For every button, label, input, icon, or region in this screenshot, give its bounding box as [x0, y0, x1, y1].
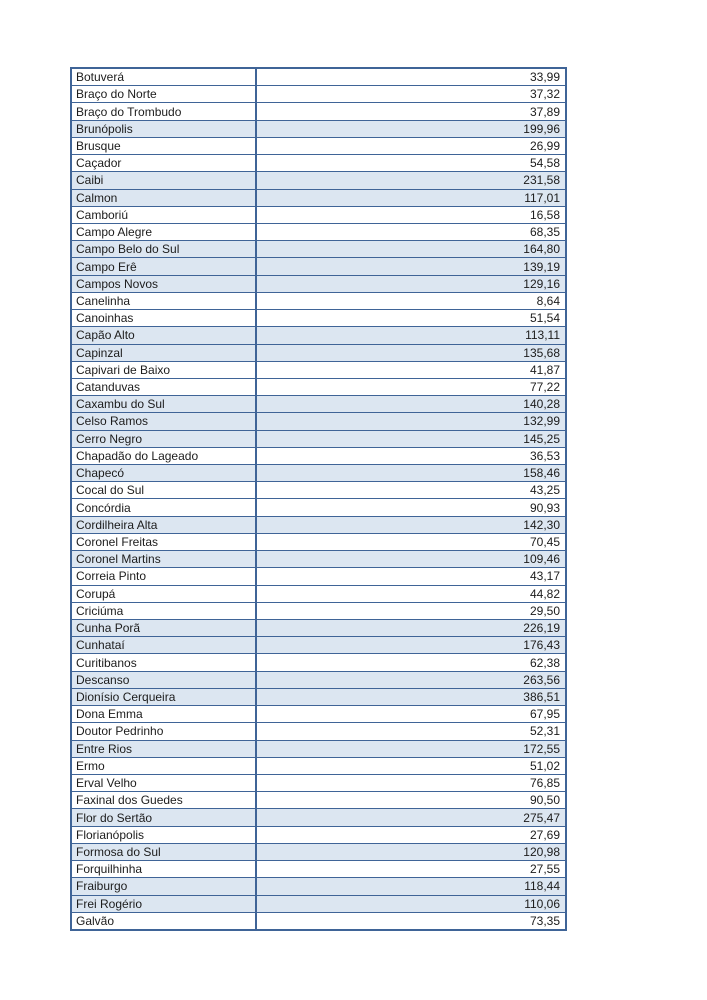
table-row: [72, 653, 565, 670]
table-row: [72, 602, 565, 619]
value-cell: 118,44: [524, 879, 560, 894]
table-row: [72, 619, 565, 636]
table-row: [72, 757, 565, 774]
municipality-name-cell: Calmon: [72, 190, 257, 206]
value-cell: 51,02: [529, 758, 560, 773]
municipality-name-cell: Cordilheira Alta: [72, 517, 257, 533]
municipality-table: [70, 67, 567, 931]
value-cell: 199,96: [523, 121, 560, 136]
value-cell: 275,47: [523, 810, 560, 825]
table-row: [72, 120, 565, 137]
municipality-name-cell: Cocal do Sul: [72, 482, 257, 498]
municipality-name-cell: Capinzal: [72, 345, 257, 361]
municipality-name-cell: Caibi: [72, 172, 257, 188]
value-cell: 41,87: [529, 362, 560, 377]
value-cell: 145,25: [523, 431, 560, 446]
table-row: [72, 154, 565, 171]
municipality-name-cell: Fraiburgo: [72, 878, 257, 894]
value-cell: 109,46: [523, 552, 560, 567]
municipality-name-cell: Brunópolis: [72, 121, 257, 137]
table-row: [72, 102, 565, 119]
table-row: [72, 309, 565, 326]
value-cell: 142,30: [523, 517, 560, 532]
municipality-name-cell: Dionísio Cerqueira: [72, 689, 257, 705]
table-row: [72, 774, 565, 791]
table-row: [72, 275, 565, 292]
municipality-name-cell: Brusque: [72, 138, 257, 154]
table-row: [72, 257, 565, 274]
table-row: [72, 412, 565, 429]
value-cell: 158,46: [523, 466, 560, 481]
municipality-name-cell: Campo Erê: [72, 258, 257, 274]
table-row: [72, 498, 565, 515]
municipality-name-cell: Corupá: [72, 586, 257, 602]
value-cell: 43,17: [529, 569, 560, 584]
value-cell: 73,35: [529, 913, 560, 928]
value-cell: 231,58: [523, 173, 560, 188]
municipality-name-cell: Erval Velho: [72, 775, 257, 791]
municipality-name-cell: Dona Emma: [72, 706, 257, 722]
municipality-name-cell: Frei Rogério: [72, 896, 257, 912]
table-row: [72, 481, 565, 498]
table-row: [72, 240, 565, 257]
table-row: [72, 395, 565, 412]
municipality-name-cell: Entre Rios: [72, 741, 257, 757]
municipality-name-cell: Caçador: [72, 155, 257, 171]
value-cell: 164,80: [523, 242, 560, 257]
value-cell: 113,11: [525, 328, 560, 343]
table-row: [72, 895, 565, 912]
municipality-name-cell: Ermo: [72, 758, 257, 774]
municipality-name-cell: Descanso: [72, 672, 257, 688]
value-cell: 110,06: [524, 896, 560, 911]
table-row: [72, 292, 565, 309]
value-cell: 386,51: [523, 689, 560, 704]
municipality-name-cell: Cunhataí: [72, 637, 257, 653]
table-row: [72, 843, 565, 860]
value-cell: 37,89: [529, 104, 560, 119]
municipality-name-cell: Curitibanos: [72, 654, 257, 670]
municipality-name-cell: Coronel Freitas: [72, 534, 257, 550]
value-cell: 139,19: [523, 259, 560, 274]
value-cell: 51,54: [529, 311, 560, 326]
table-row: [72, 344, 565, 361]
value-cell: 77,22: [529, 380, 560, 395]
value-cell: 140,28: [523, 397, 560, 412]
municipality-name-cell: Canelinha: [72, 293, 257, 309]
value-cell: 27,55: [529, 862, 560, 877]
value-cell: 129,16: [523, 276, 560, 291]
value-cell: 33,99: [529, 70, 560, 85]
value-cell: 70,45: [529, 535, 560, 550]
value-cell: 68,35: [529, 225, 560, 240]
value-cell: 62,38: [529, 655, 560, 670]
municipality-name-cell: Braço do Norte: [72, 86, 257, 102]
table-row: [72, 688, 565, 705]
municipality-name-cell: Chapadão do Lageado: [72, 448, 257, 464]
table-row: [72, 636, 565, 653]
municipality-name-cell: Formosa do Sul: [72, 844, 257, 860]
table-row: [72, 585, 565, 602]
value-cell: 172,55: [523, 741, 560, 756]
municipality-name-cell: Concórdia: [72, 499, 257, 515]
municipality-name-cell: Campos Novos: [72, 276, 257, 292]
value-cell: 263,56: [523, 672, 560, 687]
municipality-name-cell: Botuverá: [72, 69, 257, 85]
table-row: [72, 378, 565, 395]
table-row: [72, 912, 565, 929]
value-cell: 43,25: [529, 483, 560, 498]
municipality-name-cell: Faxinal dos Guedes: [72, 792, 257, 808]
table-row: [72, 171, 565, 188]
value-cell: 44,82: [529, 586, 560, 601]
table-row: [72, 826, 565, 843]
table-row: [72, 671, 565, 688]
municipality-name-cell: Cunha Porã: [72, 620, 257, 636]
value-cell: 54,58: [529, 156, 560, 171]
municipality-name-cell: Camboriú: [72, 207, 257, 223]
table-row: [72, 69, 565, 85]
municipality-name-cell: Campo Alegre: [72, 224, 257, 240]
table-row: [72, 516, 565, 533]
municipality-name-cell: Braço do Trombudo: [72, 103, 257, 119]
value-cell: 76,85: [529, 776, 560, 791]
municipality-name-cell: Doutor Pedrinho: [72, 723, 257, 739]
table-row: [72, 137, 565, 154]
table-row: [72, 877, 565, 894]
value-cell: 37,32: [529, 87, 560, 102]
value-cell: 52,31: [529, 724, 560, 739]
table-row: [72, 206, 565, 223]
municipality-name-cell: Forquilhinha: [72, 861, 257, 877]
table-row: [72, 860, 565, 877]
municipality-name-cell: Florianópolis: [72, 827, 257, 843]
table-row: [72, 464, 565, 481]
value-cell: 135,68: [523, 345, 560, 360]
municipality-name-cell: Celso Ramos: [72, 413, 257, 429]
value-cell: 226,19: [523, 621, 560, 636]
table-row: [72, 722, 565, 739]
municipality-name-cell: Campo Belo do Sul: [72, 241, 257, 257]
municipality-name-cell: Galvão: [72, 913, 257, 929]
municipality-name-cell: Cerro Negro: [72, 431, 257, 447]
table-row: [72, 808, 565, 825]
municipality-name-cell: Caxambu do Sul: [72, 396, 257, 412]
municipality-name-cell: Capivari de Baixo: [72, 362, 257, 378]
value-cell: 90,50: [529, 793, 560, 808]
table-row: [72, 223, 565, 240]
municipality-name-cell: Catanduvas: [72, 379, 257, 395]
value-cell: 67,95: [529, 707, 560, 722]
table-row: [72, 567, 565, 584]
municipality-name-cell: Criciúma: [72, 603, 257, 619]
table-row: [72, 361, 565, 378]
value-cell: 132,99: [523, 414, 560, 429]
municipality-name-cell: Capão Alto: [72, 327, 257, 343]
value-cell: 26,99: [529, 138, 560, 153]
table-row: [72, 326, 565, 343]
value-cell: 120,98: [523, 844, 560, 859]
municipality-name-cell: Coronel Martins: [72, 551, 257, 567]
value-cell: 117,01: [524, 190, 560, 205]
value-cell: 16,58: [529, 207, 560, 222]
table-row: [72, 550, 565, 567]
municipality-name-cell: Canoinhas: [72, 310, 257, 326]
value-cell: 8,64: [536, 293, 560, 308]
table-row: [72, 740, 565, 757]
table-row: [72, 430, 565, 447]
table-row: [72, 791, 565, 808]
value-cell: 36,53: [529, 448, 560, 463]
table-row: [72, 447, 565, 464]
value-cell: 29,50: [529, 603, 560, 618]
table-row: [72, 85, 565, 102]
value-cell: 27,69: [529, 827, 560, 842]
table-row: [72, 705, 565, 722]
table-row: [72, 189, 565, 206]
municipality-name-cell: Chapecó: [72, 465, 257, 481]
value-cell: 176,43: [523, 638, 560, 653]
municipality-name-cell: Flor do Sertão: [72, 809, 257, 825]
value-cell: 90,93: [529, 500, 560, 515]
table-row: [72, 533, 565, 550]
municipality-name-cell: Correia Pinto: [72, 568, 257, 584]
